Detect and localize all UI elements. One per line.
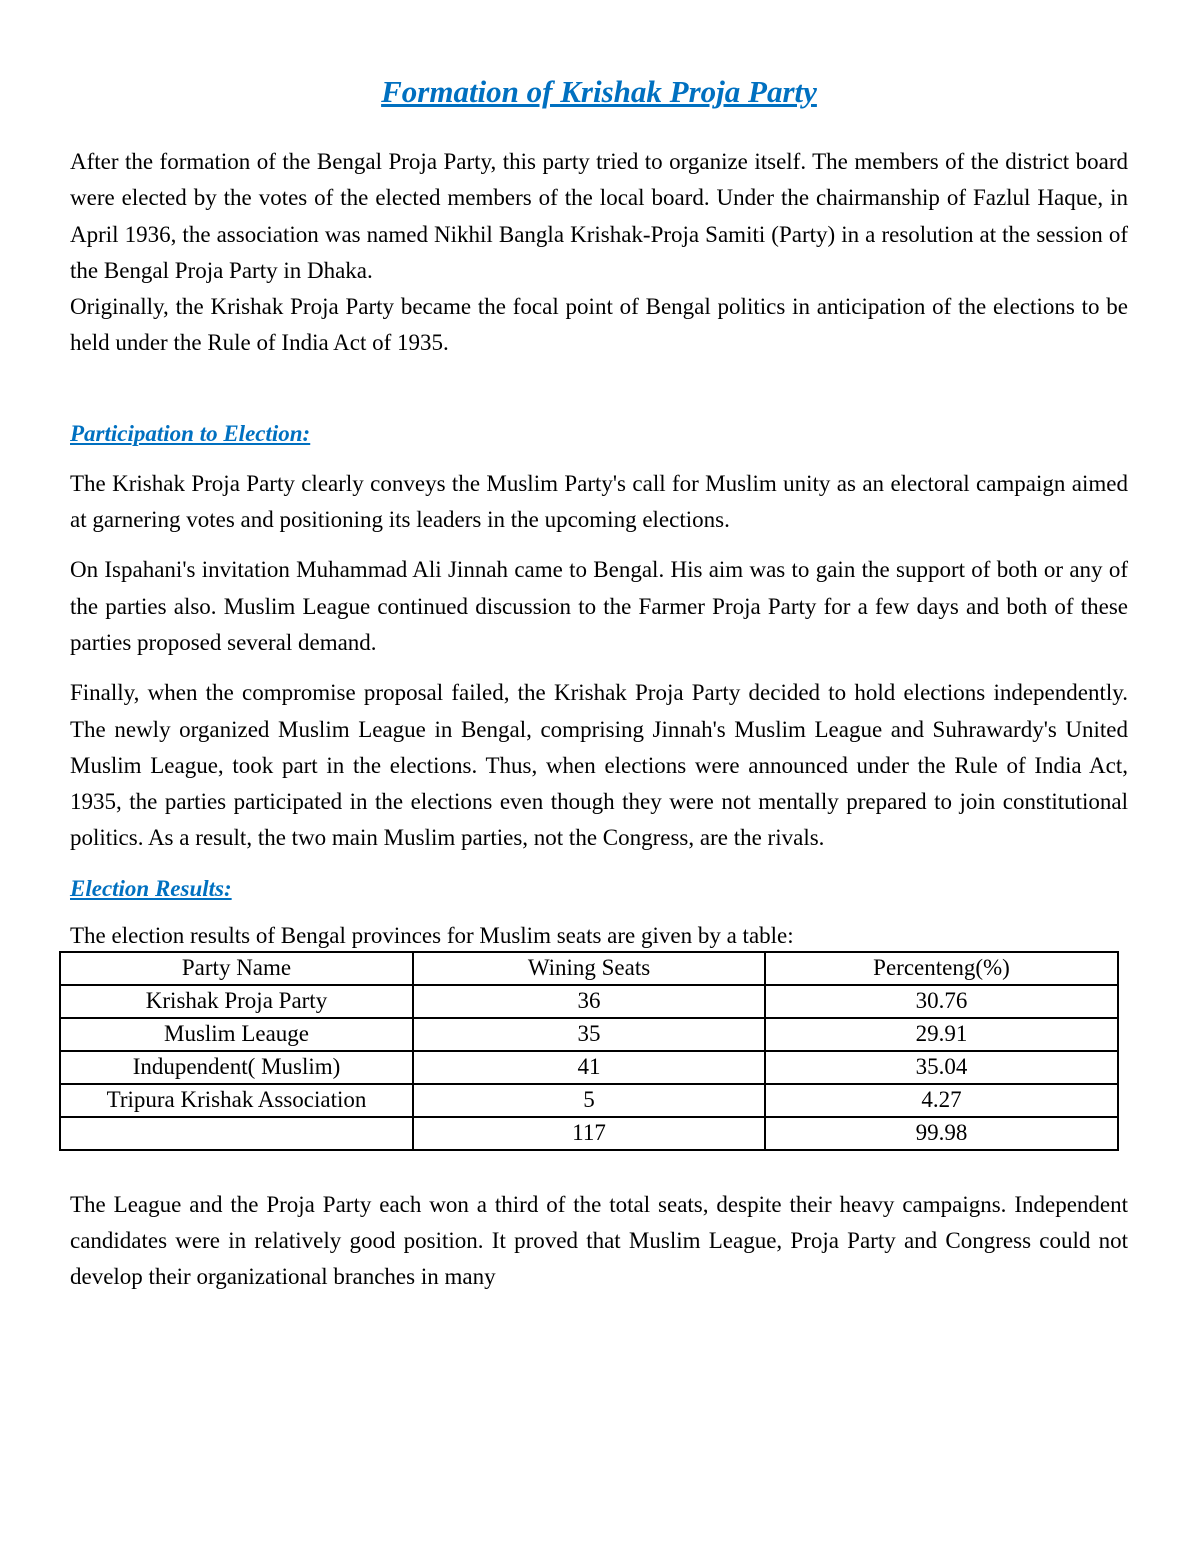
intro-paragraph-1: After the formation of the Bengal Proja Party, this party tried to organize itself. The members of the district board were elected by the votes of the elected members of the local board. Under the chairmanship of Fazlul Haque, in April 1936, the association was named Nikhil Bangla Krishak-Proja Samiti (Party) in a resolution at the session of the Bengal Proja Party in Dhaka. — [70, 149, 1128, 283]
cell-party: Tripura Krishak Association — [60, 1084, 413, 1117]
cell-seats-total: 117 — [413, 1117, 765, 1150]
cell-seats: 5 — [413, 1084, 765, 1117]
table-row — [60, 1051, 1118, 1084]
results-table — [59, 951, 1119, 1151]
spacer — [70, 661, 1128, 675]
header-percentage: Percenteng(%) — [765, 952, 1118, 985]
cell-party: Krishak Proja Party — [60, 985, 413, 1018]
cell-percent: 4.27 — [765, 1084, 1118, 1117]
cell-party — [60, 1117, 413, 1150]
spacer — [70, 452, 1128, 466]
spacer — [70, 907, 1128, 921]
header-wining-seats: Wining Seats — [413, 952, 765, 985]
table-row — [60, 1018, 1118, 1051]
cell-party: Muslim Leauge — [60, 1018, 413, 1051]
intro-paragraph-2: Originally, the Krishak Proja Party became the focal point of Bengal politics in anticipation of the elections to be held under the Rule of India Act of 1935. — [70, 294, 1128, 356]
spacer — [70, 114, 1128, 144]
document-page — [70, 70, 1128, 1296]
results-closing-paragraph: The League and the Proja Party each won a third of the total seats, despite their heavy campaigns. Independent candidates were in relatively good position. It proved that Muslim League, Proja Party and Congress could not develop their organizational branches in many — [70, 1191, 1128, 1290]
cell-seats: 36 — [413, 985, 765, 1018]
cell-seats: 41 — [413, 1051, 765, 1084]
cell-seats: 35 — [413, 1018, 765, 1051]
spacer — [70, 1151, 1128, 1187]
cell-percent-total: 99.98 — [765, 1117, 1118, 1150]
cell-party: Indupendent( Muslim) — [60, 1051, 413, 1084]
participation-heading: Participation to Election: — [70, 420, 311, 446]
table-header-row — [60, 952, 1118, 985]
participation-paragraph-1: The Krishak Proja Party clearly conveys the Muslim Party's call for Muslim unity as an electoral campaign aimed at garnering votes and positioning its leaders in the upcoming elections. — [70, 470, 1128, 533]
table-row — [60, 985, 1118, 1018]
spacer — [70, 538, 1128, 552]
spacer — [70, 857, 1128, 871]
cell-percent: 35.04 — [765, 1051, 1118, 1084]
results-heading: Election Results: — [70, 875, 232, 901]
participation-paragraph-3: Finally, when the compromise proposal failed, the Krishak Proja Party decided to hold elections independently. The newly organized Muslim League in Bengal, comprising Jinnah's Muslim League and Suhrawardy's United Muslim League, took part in the elections. Thus, when elections were announced under the Rule of India Act, 1935, the parties participated in the elections even though they were not mentally prepared to join constitutional politics. As a result, the two main Muslim parties, not the Congress, are the rivals. — [70, 680, 1128, 851]
results-intro: The election results of Bengal provinces for Muslim seats are given by a table: — [70, 922, 794, 948]
participation-paragraph-2: On Ispahani's invitation Muhammad Ali Jinnah came to Bengal. His aim was to gain the support of both or any of the parties also. Muslim League continued discussion to the Farmer Proja Party for a few days and both of these parties proposed several demand. — [70, 557, 1128, 655]
cell-percent: 30.76 — [765, 985, 1118, 1018]
page-title: Formation of Krishak Proja Party — [381, 74, 817, 109]
spacer — [70, 362, 1128, 416]
table-row — [60, 1084, 1118, 1117]
cell-percent: 29.91 — [765, 1018, 1118, 1051]
header-party-name: Party Name — [60, 952, 413, 985]
table-row-total — [60, 1117, 1118, 1150]
